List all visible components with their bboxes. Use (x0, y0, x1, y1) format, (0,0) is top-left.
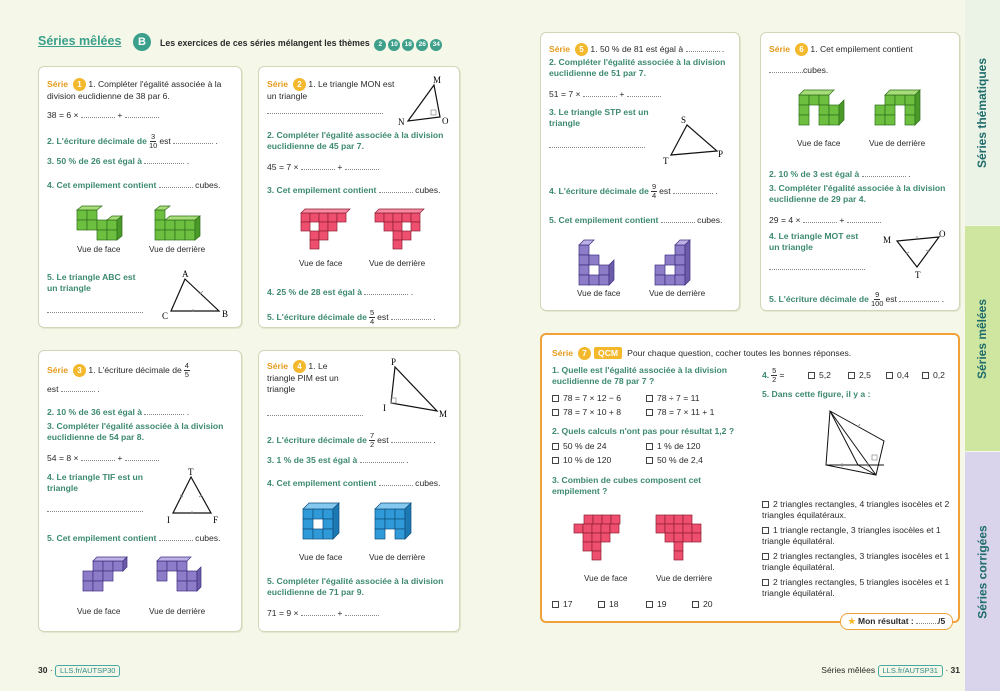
serie-6-card (760, 32, 960, 311)
page-title: Séries mêlées (38, 34, 122, 48)
vertex-p-label: P (391, 357, 397, 367)
triangle-mot (877, 227, 959, 281)
s7-q2: 2. Quels calculs n'ont pas pour résultat 1,2 ? (552, 426, 735, 436)
tab-series-corrigees[interactable]: Séries corrigées (965, 452, 1000, 691)
vertex-i-label: I (383, 403, 386, 413)
lls-link[interactable]: LLS.fr/AUTSP31 (878, 665, 943, 677)
s7-q5-opt[interactable]: 2 triangles rectangles, 3 triangles isocèles et 1 triangle équilatéral. (762, 551, 950, 572)
checkbox (646, 409, 653, 416)
s7-q3: 3. Combien de cubes composent cet empilement ? (552, 475, 701, 496)
s4-q3: 3. 1 % de 35 est égal à . (267, 455, 409, 465)
side-tabs (965, 0, 1000, 691)
s6-q3: 3. Compléter l'égalité associée à la division euclidienne de 29 par 4. (769, 183, 946, 204)
s3-q3: 3. Compléter l'égalité associée à la division euclidienne de 54 par 8. (47, 421, 224, 442)
caption-back: Vue de derrière (869, 139, 926, 148)
vertex-f-label: F (213, 515, 219, 525)
answer-line[interactable] (769, 269, 865, 270)
geometry-figure (814, 405, 900, 489)
pink-big-stack-front (570, 511, 628, 567)
s5-q4: 4. L'écriture décimale de $\frac{9}{4}$ est . (549, 182, 718, 200)
caption-front: Vue de face (797, 139, 841, 148)
header-subtitle: Les exercices de ces séries mélangent les thèmes 2 10 18 26 34 (160, 38, 442, 51)
s7-q2-opt[interactable]: 10 % de 120 (552, 455, 611, 466)
s7-q1-opt[interactable]: 78 = 7 × 10 + 8 (552, 407, 621, 418)
pink-cube-stack-back (371, 205, 425, 255)
blue-cube-stack-front (299, 499, 351, 549)
caption-back: Vue de derrière (369, 259, 426, 268)
vertex-p-label: P (718, 149, 724, 159)
caption-front: Vue de face (77, 607, 121, 616)
s7-q3-opt[interactable]: 18 (598, 599, 619, 610)
checkbox (552, 457, 559, 464)
s7-q2-opt[interactable]: 50 % de 24 (552, 441, 606, 452)
checkbox (762, 553, 769, 560)
checkbox (552, 409, 559, 416)
s5-q5: 5. Cet empilement contient cubes. (549, 215, 723, 225)
s2-q4: 4. 25 % de 28 est égal à . (267, 287, 414, 297)
theme-badge[interactable]: 18 (402, 39, 414, 51)
checkbox (646, 601, 653, 608)
s7-q1-opt[interactable]: 78 = 7 × 12 − 6 (552, 393, 621, 404)
theme-badge[interactable]: 2 (374, 39, 386, 51)
s2-q5: 5. L'écriture décimale de $\frac{5}{4}$ est . (267, 308, 436, 326)
s7-q2-opt[interactable]: 50 % de 2,4 (646, 455, 703, 466)
s7-header: Série 7 QCM Pour chaque question, cocher toutes les bonnes réponses. (552, 348, 852, 358)
s4-q5-equation[interactable]: 71 = 9 × + (267, 608, 379, 619)
theme-badge[interactable]: 34 (430, 39, 442, 51)
answer-line[interactable] (267, 113, 383, 114)
s5-q2-equation[interactable]: 51 = 7 × + (549, 89, 661, 100)
checkbox (922, 372, 929, 379)
green-arch-back (871, 87, 923, 133)
star-icon: ★ (848, 616, 856, 626)
vertex-m-label: M (433, 75, 442, 85)
s7-q5-opt[interactable]: 2 triangles rectangles, 5 triangles isocèles et 1 triangle équilatéral. (762, 577, 950, 598)
pink-big-stack-back (652, 511, 710, 567)
s5-q2: 2. Compléter l'égalité associée à la division euclidienne de 51 par 7. (549, 57, 726, 78)
s6-q3-equation[interactable]: 29 = 4 × + (769, 215, 881, 226)
answer-line[interactable] (267, 415, 363, 416)
green-cube-stack-back (151, 204, 203, 244)
s7-q3-opt[interactable]: 17 (552, 599, 573, 610)
checkbox (692, 601, 699, 608)
purple-cube-stack-front (79, 553, 131, 601)
s7-q1-opt[interactable]: 78 = 7 × 11 + 1 (646, 407, 714, 418)
vertex-t-label: T (915, 270, 921, 280)
s7-q3-opt[interactable]: 19 (646, 599, 667, 610)
vertex-m-label: M (883, 235, 892, 245)
s4-q4: 4. Cet empilement contient cubes. (267, 478, 441, 488)
s7-q5-opt[interactable]: 2 triangles rectangles, 4 triangles isocèles et 2 triangles équilatéraux. (762, 499, 950, 520)
vertex-i-label: I (167, 515, 170, 525)
answer-line[interactable] (47, 511, 143, 512)
green-cube-stack-front (73, 204, 125, 244)
s2-q1: Série 2 1. Le triangle MON est un triangle (267, 79, 395, 101)
section-badge: B (133, 33, 151, 51)
s5-q1: Série 5 1. 50 % de 81 est égal à . (549, 44, 725, 54)
s5-q3: 3. Le triangle STP est un triangle (549, 107, 649, 128)
s2-q3: 3. Cet empilement contient cubes. (267, 185, 441, 195)
checkbox (552, 395, 559, 402)
caption-back: Vue de derrière (656, 574, 713, 583)
caption-front: Vue de face (577, 289, 621, 298)
checkbox (552, 601, 559, 608)
s4-q2: 2. L'écriture décimale de $\frac{7}{2}$ est . (267, 431, 436, 449)
serie-4-card (258, 350, 460, 632)
checkbox (598, 601, 605, 608)
s7-q5: 5. Dans cette figure, il y a : (762, 389, 871, 399)
checkbox (808, 372, 815, 379)
vertex-m-label: M (439, 409, 448, 419)
s3-q5: 5. Cet empilement contient cubes. (47, 533, 221, 543)
answer-line[interactable] (549, 147, 645, 148)
vertex-t-label: T (663, 156, 669, 166)
s3-q2: 2. 10 % de 36 est égal à . (47, 407, 190, 417)
s6-q1: Série 6 1. Cet empilement contient (769, 44, 913, 54)
result-box[interactable]: ★ Mon résultat : /5 (840, 613, 953, 630)
green-arch-front (795, 87, 847, 133)
s2-q2-equation[interactable]: 45 = 7 × + (267, 162, 379, 173)
checkbox (646, 395, 653, 402)
triangle-abc (159, 269, 241, 325)
serie-3-card (38, 350, 242, 632)
s7-q2-opt[interactable]: 1 % de 120 (646, 441, 700, 452)
vertex-c-label: C (162, 311, 169, 321)
s1-q3: 3. 50 % de 26 est égal à . (47, 156, 190, 166)
s7-q3-opt[interactable]: 20 (692, 599, 713, 610)
s1-q4: 4. Cet empilement contient cubes. (47, 180, 221, 190)
s6-q5: 5. L'écriture décimale de $\frac{9}{100}$ est . (769, 290, 945, 308)
blue-cube-stack-back (371, 499, 423, 549)
purple-tower-front (575, 235, 627, 289)
tab-series-thematiques[interactable]: Séries thématiques (965, 0, 1000, 225)
s6-q2: 2. 10 % de 3 est égal à . (769, 169, 911, 179)
s3-q4: 4. Le triangle TIF est un triangle (47, 472, 143, 493)
caption-back: Vue de derrière (649, 289, 706, 298)
triangle-stp (659, 113, 735, 169)
qcm-tag: QCM (594, 347, 622, 359)
theme-badge[interactable]: 26 (416, 39, 428, 51)
s7-q4-opt[interactable]: 0,4 (886, 370, 909, 381)
caption-front: Vue de face (77, 245, 121, 254)
vertex-n-label: N (398, 117, 405, 127)
s1-q1: Série 1 1. Compléter l'égalité associée à la division euclidienne de 38 par 6. (47, 79, 222, 101)
s4-q1: Série 4 1. Le triangle PIM est un triangle (267, 361, 339, 394)
s1-q1-equation[interactable]: 38 = 6 × + (47, 110, 159, 121)
fraction: $\frac{7}{2}$ (369, 431, 375, 449)
checkbox (762, 501, 769, 508)
s7-q5-opt[interactable]: 1 triangle rectangle, 3 triangles isocèles et 1 triangle équilatéral. (762, 525, 941, 546)
checkbox (762, 527, 769, 534)
checkbox (762, 579, 769, 586)
fraction: $\frac{5}{4}$ (369, 308, 375, 326)
triangle-tif (161, 467, 231, 527)
answer-line[interactable] (47, 312, 143, 313)
vertex-o-label: O (939, 229, 946, 239)
purple-cube-stack-back (153, 553, 205, 601)
checkbox (646, 457, 653, 464)
s2-q2: 2. Compléter l'égalité associée à la division euclidienne de 45 par 7. (267, 130, 444, 151)
checkbox (886, 372, 893, 379)
s7-q4-opt[interactable]: 5,2 (808, 370, 831, 381)
s4-q5: 5. Compléter l'égalité associée à la division euclidienne de 71 par 9. (267, 576, 444, 597)
checkbox (552, 443, 559, 450)
vertex-b-label: B (222, 309, 229, 319)
fraction: $\frac{3}{10}$ (148, 132, 158, 150)
fraction: $\frac{4}{5}$ (184, 361, 189, 379)
caption-back: Vue de derrière (149, 245, 206, 254)
s7-q4: 4. $\frac{5}{2}$ = (762, 366, 785, 384)
s3-q1: Série 3 1. L'écriture décimale de $\frac{4}{5}$ (47, 361, 189, 379)
vertex-t-label: T (188, 467, 194, 477)
caption-back: Vue de derrière (369, 553, 426, 562)
lls-link[interactable]: LLS.fr/AUTSP30 (55, 665, 120, 677)
checkbox (848, 372, 855, 379)
vertex-o-label: O (442, 116, 449, 126)
s7-q1-opt[interactable]: 78 ÷ 7 = 11 (646, 393, 700, 404)
purple-tower-back (651, 235, 703, 289)
theme-badge[interactable]: 10 (388, 39, 400, 51)
footer-left: 30 · LLS.fr/AUTSP30 (38, 665, 120, 677)
vertex-a-label: A (182, 269, 189, 279)
serie-1-card (38, 66, 242, 328)
triangle-pim (377, 355, 459, 421)
fraction: $\frac{9}{4}$ (651, 182, 657, 200)
caption-front: Vue de face (584, 574, 628, 583)
s3-q3-equation[interactable]: 54 = 8 × + (47, 453, 159, 464)
tab-series-melees[interactable]: Séries mêlées (965, 226, 1000, 451)
caption-back: Vue de derrière (149, 607, 206, 616)
s7-q4-opt[interactable]: 2,5 (848, 370, 871, 381)
footer-right: Séries mêlées LLS.fr/AUTSP31 · 31 (821, 665, 960, 675)
s3-q1-answer[interactable]: est . (47, 384, 100, 394)
s6-q1-answer[interactable]: cubes. (769, 65, 828, 76)
triangle-mon (394, 73, 460, 129)
caption-front: Vue de face (299, 553, 343, 562)
vertex-s-label: S (681, 115, 687, 125)
caption-front: Vue de face (299, 259, 343, 268)
serie-5-card (540, 32, 740, 311)
checkbox (646, 443, 653, 450)
fraction: $\frac{5}{2}$ (772, 366, 777, 384)
s7-q4-opt[interactable]: 0,2 (922, 370, 945, 381)
pink-cube-stack-front (297, 205, 351, 255)
fraction: $\frac{9}{100}$ (870, 290, 884, 308)
serie-7-qcm-card (540, 333, 960, 626)
s1-q2: 2. L'écriture décimale de $\frac{3}{10}$ est . (47, 132, 218, 150)
serie-2-card (258, 66, 460, 328)
s7-q1: 1. Quelle est l'égalité associée à la division euclidienne de 78 par 7 ? (552, 365, 727, 386)
s1-q5: 5. Le triangle ABC est un triangle (47, 272, 136, 293)
s6-q4: 4. Le triangle MOT est un triangle (769, 231, 859, 252)
